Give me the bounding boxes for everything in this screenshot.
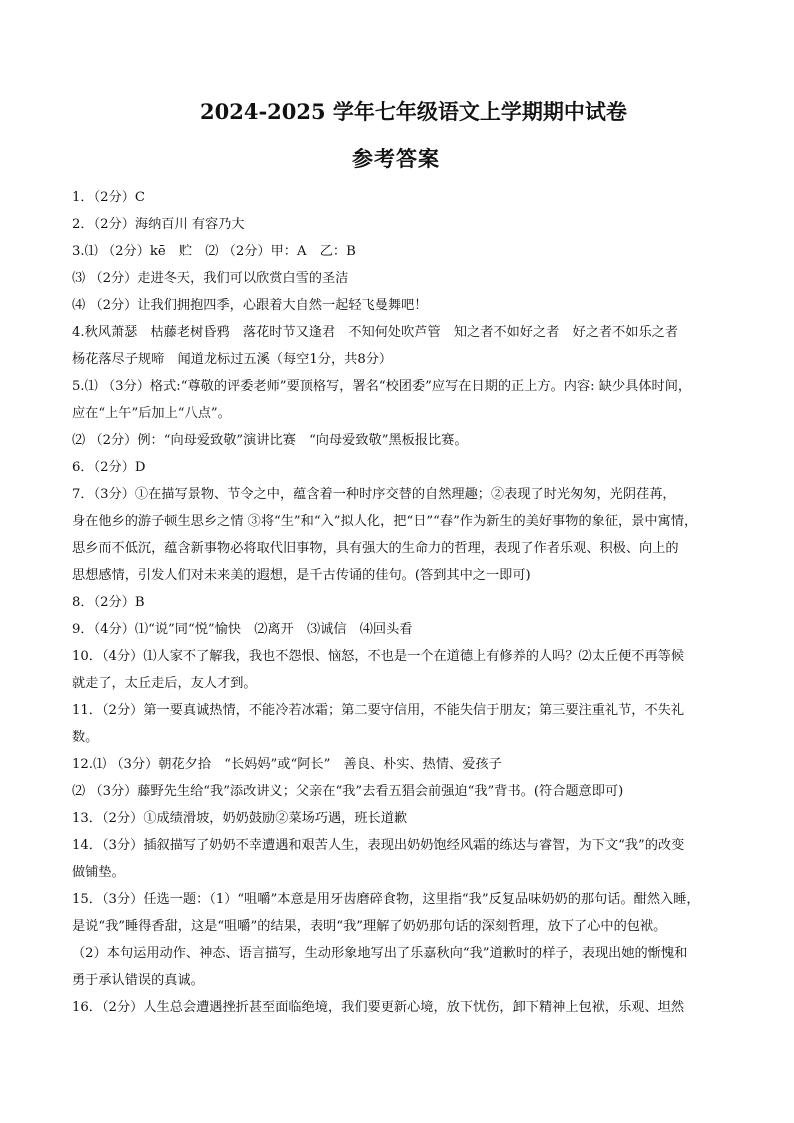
answer-line: 就走了，太丘走后，友人才到。 bbox=[72, 676, 257, 691]
page-title: 2024-2025 学年七年级语文上学期期中试卷 bbox=[200, 99, 627, 124]
answer-line: 是说“我”睡得香甜，这是“咀嚼”的结果，表明“我”理解了奶奶那句话的深刻哲理，放下了心中的包袱。 bbox=[72, 919, 667, 934]
answer-list bbox=[72, 184, 724, 1021]
answer-line: 做铺垫。 bbox=[72, 865, 125, 880]
answer-line: 3.⑴ （2分）kē 贮 ⑵ （2分）甲：A 乙：B bbox=[72, 244, 356, 259]
answer-line: 6．（2分）D bbox=[72, 460, 146, 475]
answer-line: ⑵ （3分）藤野先生给“我”添改讲义；父亲在“我”去看五猖会前强迫“我”背书。(符合题意即可) bbox=[72, 784, 624, 799]
answer-line: （2）本句运用动作、神态、语言描写，生动形象地写出了乐嘉秋向“我”道歉时的样子，表现出她的惭愧和 bbox=[72, 946, 688, 961]
answer-line: 身在他乡的游子顿生思乡之情 ③将“生”和“入”拟人化，把“日”“春”作为新生的美好事物的象征，景中寓情， bbox=[72, 514, 698, 529]
page-subtitle: 参考答案 bbox=[352, 146, 440, 171]
answer-line: 8．（2分）B bbox=[72, 595, 145, 610]
answer-line: 5.⑴ （3分）格式:“尊敬的评委老师”要顶格写，署名“校团委”应写在日期的正上方。内容: 缺少具体时间， bbox=[72, 379, 692, 394]
answer-line: ⑶ （2分）走进冬天，我们可以欣赏白雪的圣洁 bbox=[72, 271, 349, 286]
answer-line: 思乡而不低沉，蕴含新事物必将取代旧事物，具有强大的生命力的哲理，表现了作者乐观、积极、向上的 bbox=[72, 541, 679, 556]
answer-line: 12.⑴ （3分）朝花夕拾 “长妈妈”或“阿长” 善良、朴实、热情、爱孩子 bbox=[72, 757, 502, 772]
answer-line: 10．（4分）⑴人家不了解我，我也不怨恨、恼怒，不也是一个在道德上有修养的人吗？⑵太丘便不再等候 bbox=[72, 649, 685, 664]
answer-line: 16．（2分）人生总会遭遇挫折甚至面临绝境，我们要更新心境，放下忧伤，卸下精神上包袱，乐观、坦然 bbox=[72, 1000, 685, 1015]
answer-line: 11．（2分）第一要真诚热情，不能冷若冰霜；第二要守信用，不能失信于朋友；第三要注重礼节，不失礼 bbox=[72, 703, 685, 718]
answer-line: 4.秋风萧瑟 枯藤老树昏鸦 落花时节又逢君 不知何处吹芦管 知之者不如好之者 好之者不如乐之者 bbox=[72, 325, 679, 340]
answer-line: 2．（2分）海纳百川 有容乃大 bbox=[72, 217, 245, 232]
answer-line: 14．（3分）插叙描写了奶奶不幸遭遇和艰苦人生，表现出奶奶饱经风霜的练达与睿智，为下文“我”的改变 bbox=[72, 838, 685, 853]
answer-line: 应在“上午”后加上“八点”。 bbox=[72, 406, 231, 421]
answer-line: 1．（2分）C bbox=[72, 190, 146, 205]
answer-line: ⑷ （2分）让我们拥抱四季，心跟着大自然一起轻飞曼舞吧！ bbox=[72, 298, 428, 313]
answer-line: ⑵ （2分）例：“向母爱致敬”演讲比赛 “向母爱致敬”黑板报比赛。 bbox=[72, 433, 468, 448]
answer-line: 思想感情，引发人们对未来美的遐想，是千古传诵的佳句。(答到其中之一即可) bbox=[72, 568, 531, 583]
answer-line: 15．（3分）任选一题：（1）“咀嚼”本意是用牙齿磨碎食物，这里指“我”反复品味奶奶的那句话。酣然入睡， bbox=[72, 892, 700, 907]
answer-line: 数。 bbox=[72, 730, 99, 745]
answer-line: 13．（2分）①成绩滑坡，奶奶鼓励②菜场巧遇，班长道歉 bbox=[72, 811, 408, 826]
answer-line: 7．（3分）①在描写景物、节令之中，蕴含着一种时序交替的自然理趣；②表现了时光匆匆，光阴荏苒， bbox=[72, 487, 676, 502]
answer-line: 杨花落尽子规啼 闻道龙标过五溪（每空1分，共8分） bbox=[72, 352, 393, 367]
answer-line: 9．（4分）⑴“说”同“悦”愉快 ⑵离开 ⑶诚信 ⑷回头看 bbox=[72, 622, 413, 637]
answer-line: 勇于承认错误的真诚。 bbox=[72, 973, 204, 988]
